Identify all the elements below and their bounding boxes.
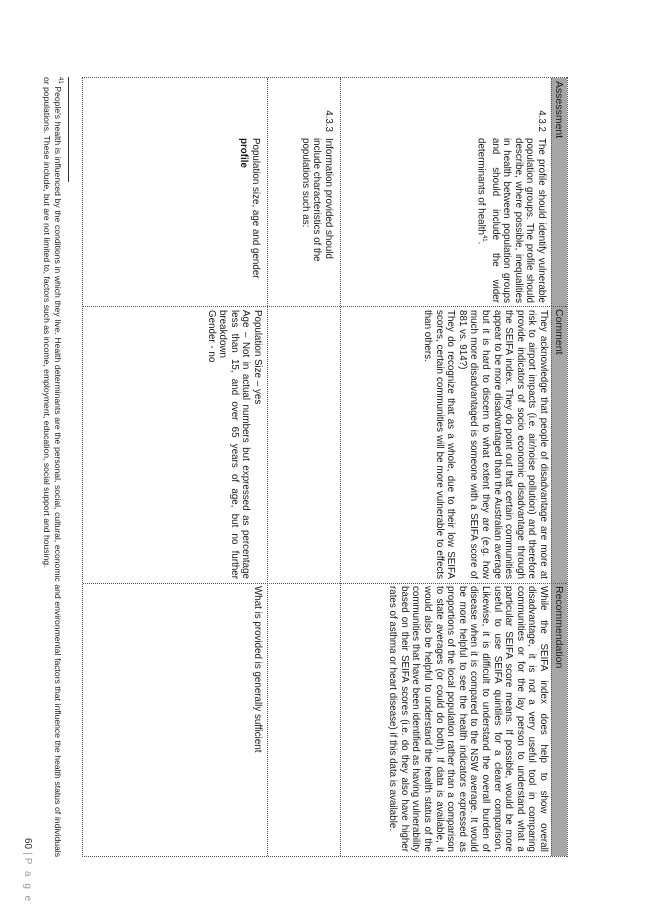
column-divider xyxy=(83,306,567,307)
comment-paragraph: They do recognize that as a whole, due to their low SEIFA scores, certain communities will be more vulnerable to effects than others. xyxy=(422,310,457,579)
row-divider xyxy=(267,78,268,856)
footnote-number: 41 xyxy=(57,77,63,84)
comment-cell xyxy=(421,310,549,579)
footnote-separator xyxy=(68,77,69,182)
row-number: 4.3.2 xyxy=(536,110,547,132)
assessment-bold-text: profile xyxy=(238,138,250,168)
assessment-text: The profile should identify vulnerable population groups. The profile should describe, where possible, inequalities in health between population groups and should include the wider determinants of health xyxy=(475,138,547,303)
page-number: 60 xyxy=(22,838,33,850)
comment-line: Gender - no xyxy=(205,310,217,363)
assessment-cell xyxy=(238,138,261,303)
assessment-cell: The profile should identify vulnerable population groups. The profile should describe, where possible, inequalities in health between population groups and should include the wider determinants of health$^{41}$. xyxy=(475,138,547,303)
header-recommendation: Recommendation xyxy=(551,583,567,856)
comment-line: Population Size – yes xyxy=(252,310,263,405)
footnote-text: People's health is influenced by the conditions in which they live. Health determinants are the personal, social, cultural, economic and environmental factors that influence the health status of individuals or populations. These include, but are not limited to, factors such as income, employment, education, social support and housing. xyxy=(41,77,64,858)
row-divider xyxy=(340,78,341,856)
header-assessment: Assessment xyxy=(551,78,567,306)
recommendation-cell: While the SEIFA index does help to show overall disadvantage, it is not a very useful tool in comparing communities or for the lay person to understand what a particular SEIFA score means. If possible, would be more useful to use SEIFA quintiles for a clearer comparison. Likewise, it is difficult to understand the overall burden of disease when it is compared to the NSW average. It would be more helpful to see the health indicators expressed as proportions of the local population rather than a comparison to state averages (or could do both). If data is available, it would also be helpful to understand the health status of the communities that have been identified as having vulnerability based on their SEIFA scores (i.e. do they also have higher rates of asthma or heart disease) if this data is available. xyxy=(387,586,549,852)
footnote xyxy=(40,77,65,857)
page-label: P a g e xyxy=(22,857,33,904)
footnote-ref: 41 xyxy=(481,234,488,242)
column-divider xyxy=(83,583,567,584)
assessment-table xyxy=(82,77,568,857)
header-comment: Comment xyxy=(551,306,567,583)
assessment-cell: Information provided should include characteristics of the populations such as: xyxy=(299,138,334,262)
row-number: 4.3.3 xyxy=(323,110,334,132)
recommendation-cell: What is provided is generally sufficient xyxy=(252,586,263,753)
comment-cell xyxy=(205,310,263,579)
comment-line: Age – Not in actual numbers but expressed as percentage less than 15, and over 65 years of age, but no further breakdown xyxy=(217,310,252,579)
comment-paragraph: They acknowledge that people of disadvantage are more at risk to airport impacts (i.e. air/noise pollution) and therefore provide indicators of socio economic disadvantage through the SEIFA index. They do point out that certain communities appear to be more disadvantaged than the Australian average but it is hard to discern to what extent they are (e.g. how much more disadvantaged is someone with a SEIFA score of 881 vs. 914?) xyxy=(456,310,549,579)
assessment-text: Population size, age and gender xyxy=(250,138,261,279)
page-footer: 60|P a g e xyxy=(22,838,33,904)
